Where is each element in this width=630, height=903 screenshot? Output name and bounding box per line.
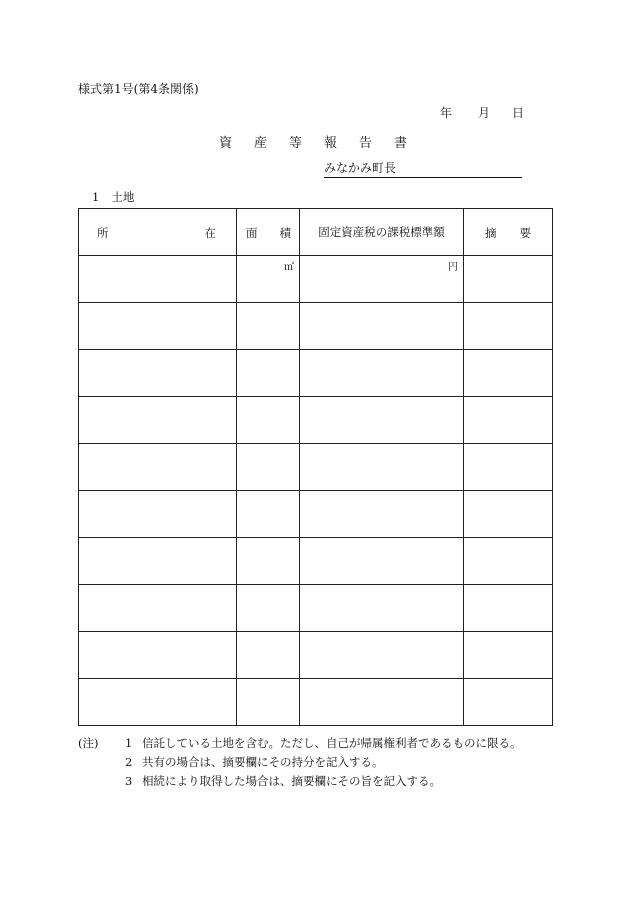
header-location-left: 所 [97, 226, 109, 240]
cell-location[interactable] [79, 538, 237, 585]
cell-tax-value[interactable] [300, 444, 464, 491]
table-row [79, 679, 553, 726]
header-area-right: 積 [279, 226, 291, 240]
section-number: 1 [92, 190, 100, 204]
date-year-label: 年 [440, 106, 453, 120]
cell-tax-value[interactable] [300, 303, 464, 350]
header-area [237, 209, 300, 256]
document-title-char: 書 [394, 136, 408, 151]
cell-location[interactable] [79, 491, 237, 538]
cell-location[interactable] [79, 256, 237, 303]
cell-area[interactable] [237, 350, 300, 397]
table-row [79, 256, 553, 303]
header-location-right: 在 [204, 226, 216, 240]
note-number: 2 [125, 755, 133, 769]
table-row [79, 491, 553, 538]
cell-location[interactable] [79, 632, 237, 679]
cell-area[interactable] [237, 585, 300, 632]
document-title-char: 資 [219, 136, 233, 151]
header-remarks [464, 209, 553, 256]
asset-table [78, 208, 553, 726]
cell-remarks[interactable] [464, 397, 553, 444]
cell-remarks[interactable] [464, 538, 553, 585]
notes-label: (注) [78, 736, 99, 750]
table-row [79, 350, 553, 397]
tax-value-unit: 円 [448, 262, 458, 273]
cell-tax-value[interactable] [300, 538, 464, 585]
table-row [79, 397, 553, 444]
cell-area[interactable] [237, 256, 300, 303]
section-label: 土地 [111, 190, 135, 204]
cell-location[interactable] [79, 350, 237, 397]
cell-area[interactable] [237, 444, 300, 491]
form-number: 様式第1号(第4条関係) [78, 82, 199, 96]
table-row [79, 585, 553, 632]
table-header-row [79, 209, 553, 256]
cell-area[interactable] [237, 538, 300, 585]
cell-area[interactable] [237, 303, 300, 350]
cell-area[interactable] [237, 491, 300, 538]
cell-tax-value[interactable] [300, 679, 464, 726]
document-title-char: 報 [324, 136, 338, 151]
cell-tax-value[interactable] [300, 397, 464, 444]
cell-remarks[interactable] [464, 444, 553, 491]
cell-tax-value[interactable] [300, 585, 464, 632]
table-row [79, 303, 553, 350]
table-row [79, 444, 553, 491]
area-unit: ㎡ [284, 262, 294, 273]
cell-tax-value[interactable] [300, 491, 464, 538]
table-row [79, 538, 553, 585]
header-location [79, 209, 237, 256]
note-text: 信託している土地を含む。ただし、自己が帰属権利者であるものに限る。 [142, 736, 522, 750]
cell-remarks[interactable] [464, 256, 553, 303]
date-month-label: 月 [478, 106, 491, 120]
note-text: 共有の場合は、摘要欄にその持分を記入する。 [142, 755, 384, 769]
cell-location[interactable] [79, 679, 237, 726]
recipient-line: みなかみ町長 [324, 159, 522, 178]
cell-remarks[interactable] [464, 632, 553, 679]
section-heading [92, 189, 134, 205]
cell-tax-value[interactable] [300, 350, 464, 397]
header-remarks-left: 摘 [485, 226, 497, 240]
date-day-label: 日 [512, 106, 525, 120]
document-title-char: 告 [359, 136, 373, 151]
cell-area[interactable] [237, 397, 300, 444]
document-title-char: 産 [254, 136, 268, 151]
header-remarks-right: 要 [519, 226, 531, 240]
cell-remarks[interactable] [464, 491, 553, 538]
note-number: 3 [125, 774, 133, 788]
cell-remarks[interactable] [464, 679, 553, 726]
cell-area[interactable] [237, 632, 300, 679]
table-row [79, 632, 553, 679]
cell-remarks[interactable] [464, 303, 553, 350]
cell-tax-value[interactable] [300, 256, 464, 303]
cell-tax-value[interactable] [300, 632, 464, 679]
cell-remarks[interactable] [464, 585, 553, 632]
note-number: 1 [125, 736, 133, 750]
cell-area[interactable] [237, 679, 300, 726]
cell-location[interactable] [79, 585, 237, 632]
header-area-left: 面 [246, 226, 258, 240]
document-title-char: 等 [289, 136, 303, 151]
header-tax-value: 固定資産税の課税標準額 [300, 209, 464, 256]
cell-location[interactable] [79, 397, 237, 444]
cell-remarks[interactable] [464, 350, 553, 397]
cell-location[interactable] [79, 303, 237, 350]
cell-location[interactable] [79, 444, 237, 491]
note-text: 相続により取得した場合は、摘要欄にその旨を記入する。 [142, 774, 441, 788]
